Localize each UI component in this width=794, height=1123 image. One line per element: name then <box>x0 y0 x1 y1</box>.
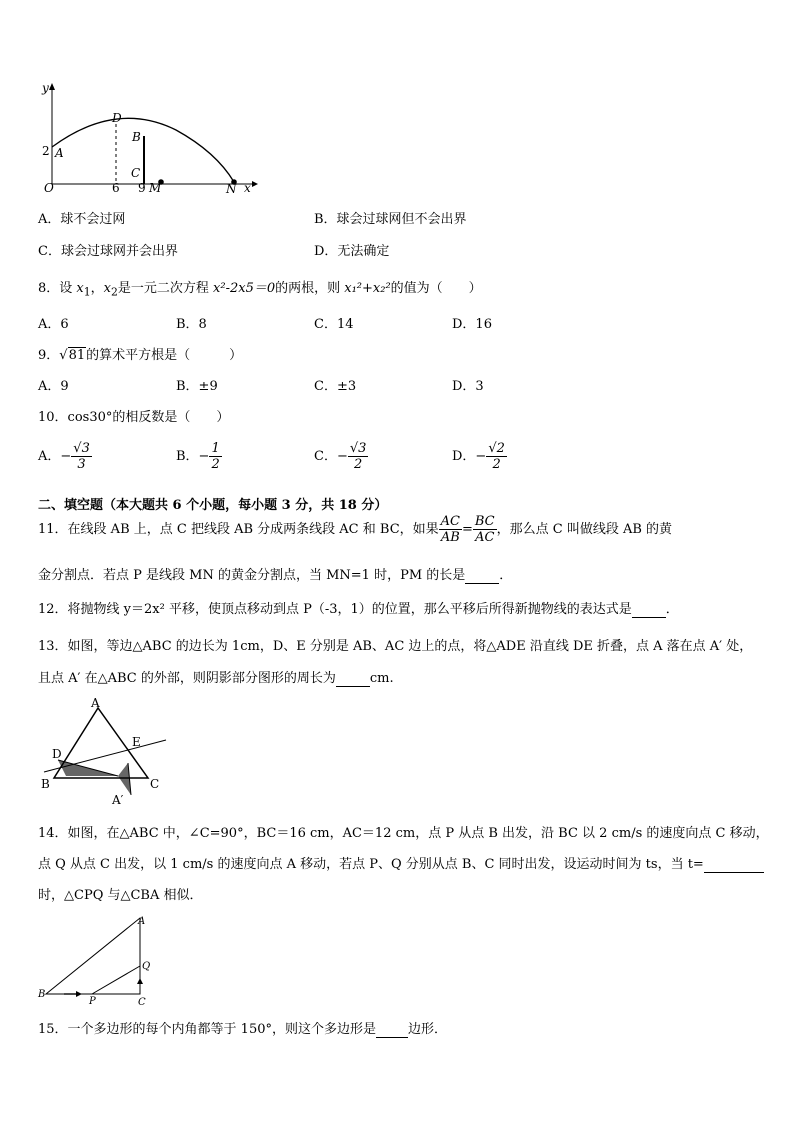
q8-x1: x <box>76 281 84 296</box>
q13-line2 <box>38 667 394 687</box>
q13-line2b: cm. <box>369 671 394 686</box>
q12-text: 12．将抛物线 y＝2x² 平移，使顶点移动到点 P（-3，1）的位置，那么平移后所得新抛物线的表达式是 <box>38 602 632 617</box>
q14-line3: 时，△CPQ 与△CBA 相似． <box>38 888 203 903</box>
fig14-label-A: A <box>138 916 146 927</box>
fig13-label-B: B <box>41 777 50 791</box>
q10-stem: 10．cos30°的相反数是（ ） <box>38 410 230 425</box>
fig7-label-D: D <box>112 111 122 125</box>
q10-option-b-num: 1 <box>211 441 220 456</box>
q9-stem-text: 的算术平方根是（ ） <box>86 348 243 363</box>
q10-option-d <box>452 441 507 472</box>
q15-text: 15．一个多边形的每个内角都等于 150°，则这个多边形是 <box>38 1022 376 1037</box>
q10-option-d-num: √2 <box>488 441 505 456</box>
q10-option-a <box>38 441 92 472</box>
fig7-label-N: N <box>226 182 237 196</box>
q14-line2 <box>38 853 764 873</box>
fig7-label-y: y <box>42 81 49 95</box>
q9-option-d: D．3 <box>452 379 484 394</box>
fig13-label-E: E <box>132 735 141 749</box>
q8-option-b: B．8 <box>176 317 207 332</box>
fig14-label-B: B <box>38 989 46 1000</box>
fig13-label-D: D <box>52 747 62 761</box>
q8-stem-d: 的值为（ ） <box>390 281 482 296</box>
fig7-label-O: O <box>44 181 54 195</box>
q8-equation: x²-2x5＝0 <box>213 281 276 296</box>
fig7-label-C: C <box>131 166 141 180</box>
q7-option-c: C．球会过球网并会出界 <box>38 244 178 259</box>
fig7-label-x: x <box>244 181 251 195</box>
q9-radicand: 81 <box>68 348 86 363</box>
fig14-label-Q: Q <box>142 961 151 972</box>
q11-frac1-den: AB <box>440 530 460 545</box>
figure-q13-triangle <box>36 696 176 808</box>
fig14-label-P: P <box>89 996 96 1007</box>
q10-option-c-den: 2 <box>353 457 363 472</box>
q9-option-c: C．±3 <box>314 379 357 394</box>
q11-frac2-den: AC <box>475 530 495 545</box>
q14-line2a: 点 Q 从点 C 出发，以 1 cm/s 的速度向点 A 移动，若点 P、Q 分别从点 B、C 同时出发，设运动时间为 ts，当 t= <box>38 857 704 872</box>
q15-end: 边形． <box>408 1022 448 1037</box>
q12-answer-blank[interactable] <box>632 602 666 618</box>
fig7-label-A: A <box>55 146 64 160</box>
q8-stem <box>38 277 482 299</box>
q8-expression: x₁²+x₂² <box>344 281 391 296</box>
q14-answer-blank[interactable] <box>704 857 764 873</box>
fig13-label-C: C <box>150 777 160 791</box>
q8-stem-b: 是一元二次方程 <box>117 281 214 296</box>
section-heading-fill-in: 二、填空题（本大题共 6 个小题，每小题 3 分，共 18 分） <box>38 498 388 513</box>
q10-option-d-label: D．− <box>452 449 487 464</box>
q10-option-a-den: 3 <box>77 457 86 472</box>
q11-line1 <box>38 514 672 545</box>
q15-answer-blank[interactable] <box>376 1022 408 1038</box>
q11-answer-blank[interactable] <box>465 568 499 584</box>
q13-line1: 13．如图，等边△ABC 的边长为 1cm，D、E 分别是 AB、AC 边上的点，将△ADE 沿直线 DE 折叠，点 A 落在点 A′ 处， <box>38 639 753 654</box>
q10-option-c-num: √3 <box>349 441 367 456</box>
q13-line2a: 且点 A′ 在△ABC 的外部，则阴影部分图形的周长为 <box>38 671 336 686</box>
q12-stem <box>38 598 679 618</box>
q11-frac2-num: BC <box>474 514 495 529</box>
q8-comma: ， <box>90 281 104 296</box>
q11-equals: = <box>461 522 473 537</box>
q10-option-c-label: C．− <box>314 449 348 464</box>
q8-x2: x <box>103 281 111 296</box>
q8-stem-c: 的两根，则 <box>275 281 345 296</box>
q11-line1b: ，那么点 C 叫做线段 AB 的黄 <box>496 522 673 537</box>
fig7-label-M: M <box>149 181 162 195</box>
figure-q7-parabola <box>36 78 258 198</box>
q9-number: 9． <box>38 348 60 363</box>
q10-option-a-num: √3 <box>73 441 90 456</box>
q10-option-d-den: 2 <box>492 457 501 472</box>
q10-option-b <box>176 441 222 472</box>
q8-option-a: A．6 <box>38 317 69 332</box>
q8-stem-a: 8．设 <box>38 281 77 296</box>
q8-option-d: D．16 <box>452 317 492 332</box>
q10-option-b-label: B．− <box>176 449 210 464</box>
q14-line1: 14．如图，在△ABC 中，∠C=90°，BC＝16 cm，AC＝12 cm，点 P 从点 B 出发，沿 BC 以 2 cm/s 的速度向点 C 移动， <box>38 826 769 841</box>
q11-line2 <box>38 564 512 584</box>
q7-option-a: A．球不会过网 <box>38 212 126 227</box>
fig7-label-six: 6 <box>112 181 120 195</box>
q10-option-a-label: A．− <box>38 449 72 464</box>
q8-option-c: C．14 <box>314 317 354 332</box>
q11-line2b: ． <box>499 568 513 583</box>
figure-q14-right-triangle <box>36 912 160 1008</box>
q11-line1a: 11．在线段 AB 上，点 C 把线段 AB 分成两条线段 AC 和 BC，如果 <box>38 522 439 537</box>
q15-stem <box>38 1018 447 1038</box>
q9-option-a: A．9 <box>38 379 69 394</box>
q7-option-b: B．球会过球网但不会出界 <box>314 212 467 227</box>
q11-frac1-num: AC <box>440 514 460 529</box>
fig14-label-C: C <box>138 997 146 1008</box>
q9-option-b: B．±9 <box>176 379 218 394</box>
fig13-label-A-prime: A′ <box>112 793 124 807</box>
q9-stem: 9．√81的算术平方根是（ ） <box>38 348 243 363</box>
fig7-label-nine: 9 <box>138 181 146 195</box>
q12-end: ． <box>665 602 679 617</box>
fig13-label-A: A <box>91 696 100 710</box>
q8-sub2: 2 <box>111 285 118 299</box>
q10-option-c <box>314 441 368 472</box>
q7-option-d: D．无法确定 <box>314 244 390 259</box>
fig7-label-B: B <box>132 130 141 144</box>
q11-line2a: 金分割点．若点 P 是线段 MN 的黄金分割点，当 MN=1 时，PM 的长是 <box>38 568 466 583</box>
q10-option-b-den: 2 <box>211 457 220 472</box>
fig7-label-two: 2 <box>42 144 50 158</box>
q8-sub1: 1 <box>83 285 91 299</box>
q13-answer-blank[interactable] <box>336 671 370 687</box>
